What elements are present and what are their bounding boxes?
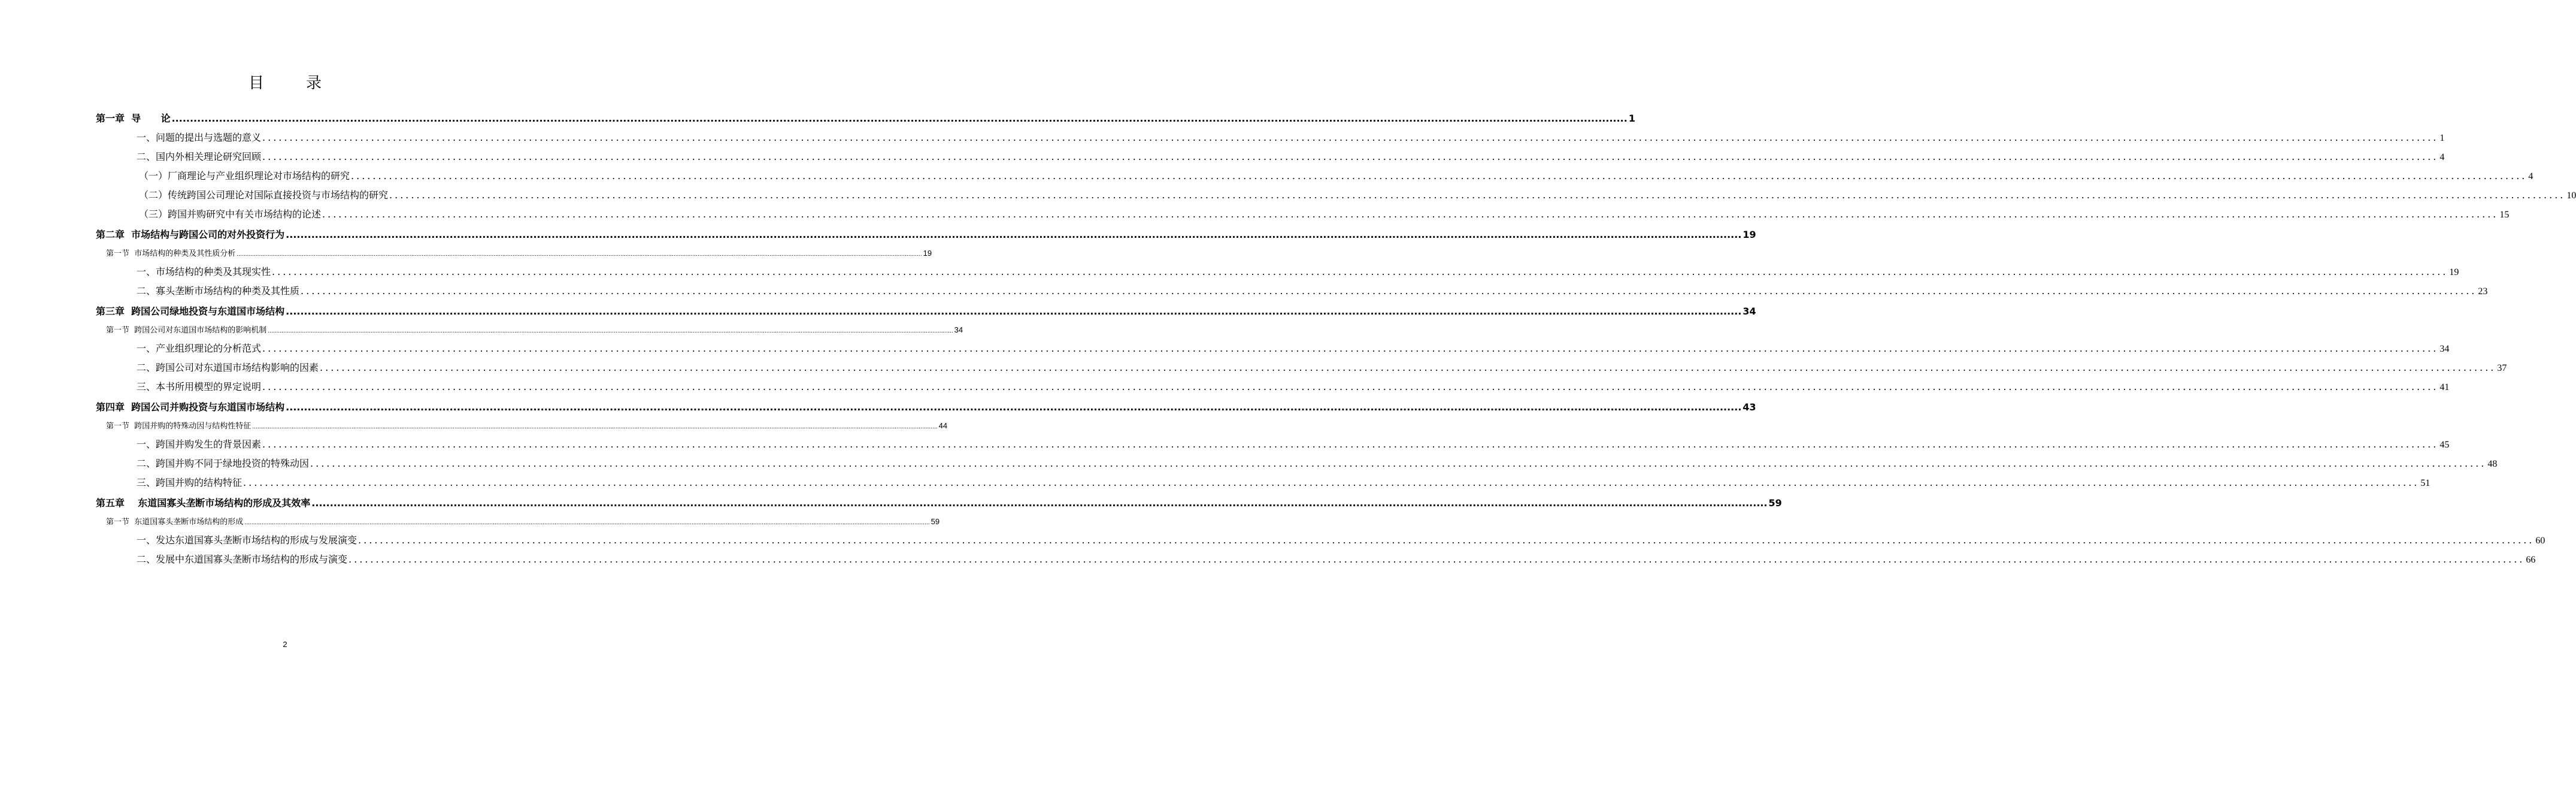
toc-title-char-2: 录 (306, 74, 322, 92)
toc-entry-label: 第一章 导 论 (96, 113, 171, 124)
toc-item-row[interactable] (96, 377, 2450, 397)
toc-entry-page-number: 43 (1742, 401, 1756, 413)
toc-subitem-row[interactable] (96, 205, 2510, 224)
dot-leader: ................................................................................................................................................................................................................................................................................................................................................................................................................ (262, 132, 2439, 143)
toc-title-char-1: 目 (248, 74, 264, 92)
toc-entry-page-number: 1 (2439, 133, 2445, 143)
toc-entry-page-number: 1 (1628, 113, 1635, 124)
toc-item-row[interactable] (96, 550, 2536, 569)
toc-entry-page-number: 51 (2420, 478, 2430, 488)
dot-leader: ................................................................................................................................................................................................................................................................................................................................................................................................................ (286, 306, 1742, 317)
dot-leader: ................................................................................................................................................................................................................................................................................................................................................................................................................ (310, 458, 2487, 469)
dot-leader: ................................................................................................................................................................................................................................................................................................................................................................................................................ (262, 343, 2439, 354)
dot-leader: ................................................................................................................................................................................................................................................................................................................................................................................................................ (272, 266, 2448, 277)
toc-item-row[interactable] (96, 339, 2450, 358)
toc-item-row[interactable] (96, 128, 2445, 147)
toc-entry-label: 第一节 跨国公司对东道国市场结构的影响机制 (106, 326, 267, 335)
dot-leader: ................................................................................................................................................................................................................................................................................................................................................................................................................ (171, 113, 1628, 124)
toc-entry-page-number: 19 (2449, 267, 2459, 277)
toc-entry-page-number: 10 (2566, 191, 2576, 201)
toc-entry-page-number: 23 (2478, 286, 2488, 297)
toc-section-row[interactable] (96, 321, 963, 339)
dot-leader: ................................................................................................................................................................................................................................................................................................................................................................................................................ (262, 439, 2439, 450)
dot-leader: ................................................................................................................................................................................................................................................................................................................................................................................................................ (351, 170, 2527, 182)
toc-entry-page-number: 19 (923, 249, 932, 258)
dot-leader: ................................................................................................................................................................................................................................................................................................................................................................................................................ (237, 252, 922, 258)
dot-leader: ................................................................................................................................................................................................................................................................................................................................................................................................................ (389, 189, 2566, 201)
table-of-contents (96, 108, 2576, 569)
toc-item-row[interactable] (96, 147, 2445, 167)
toc-item-row[interactable] (96, 454, 2498, 473)
toc-subitem-row[interactable] (96, 186, 2576, 205)
toc-entry-label: 一、跨国并购发生的背景因素 (137, 439, 262, 450)
dot-leader: ................................................................................................................................................................................................................................................................................................................................................................................................................ (286, 229, 1742, 240)
toc-title (0, 71, 570, 93)
dot-leader: ................................................................................................................................................................................................................................................................................................................................................................................................................ (252, 424, 938, 430)
toc-entry-page-number: 34 (2439, 344, 2450, 354)
dot-leader: ................................................................................................................................................................................................................................................................................................................................................................................................................ (262, 381, 2439, 392)
toc-item-row[interactable] (96, 435, 2450, 454)
toc-entry-page-number: 34 (954, 325, 963, 334)
toc-item-row[interactable] (96, 358, 2507, 377)
toc-item-row[interactable] (96, 531, 2545, 550)
page-number: 2 (283, 640, 287, 649)
toc-entry-label: 第三章 跨国公司绿地投资与东道国市场结构 (96, 306, 285, 317)
toc-entry-label: 二、发展中东道国寡头垄断市场结构的形成与演变 (137, 554, 348, 565)
toc-entry-label: 第五章 东道国寡头垄断市场结构的形成及其效率 (96, 497, 311, 509)
toc-entry-page-number: 15 (2499, 210, 2510, 220)
toc-chapter-row[interactable] (96, 302, 1756, 321)
toc-entry-label: 二、寡头垄断市场结构的种类及其性质 (137, 285, 300, 297)
toc-entry-page-number: 34 (1742, 306, 1756, 317)
toc-entry-label: 第一节 东道国寡头垄断市场结构的形成 (106, 518, 244, 527)
toc-entry-page-number: 4 (2528, 171, 2533, 182)
toc-entry-label: 二、跨国并购不同于绿地投资的特殊动因 (137, 458, 310, 469)
toc-item-row[interactable] (96, 262, 2459, 282)
dot-leader: ................................................................................................................................................................................................................................................................................................................................................................................................................ (358, 534, 2535, 546)
toc-entry-label: 一、发达东道国寡头垄断市场结构的形成与发展演变 (137, 534, 357, 546)
toc-entry-page-number: 37 (2497, 363, 2507, 373)
dot-leader: ................................................................................................................................................................................................................................................................................................................................................................................................................ (301, 285, 2477, 297)
toc-entry-page-number: 48 (2487, 459, 2498, 469)
toc-entry-label: 一、问题的提出与选题的意义 (137, 132, 262, 143)
toc-entry-label: 三、本书所用模型的界定说明 (137, 381, 262, 392)
toc-entry-page-number: 59 (931, 517, 940, 526)
toc-entry-page-number: 66 (2526, 555, 2536, 565)
toc-chapter-row[interactable] (96, 225, 1756, 244)
toc-section-row[interactable] (96, 513, 940, 531)
toc-entry-label: 第二章 市场结构与跨国公司的对外投资行为 (96, 229, 285, 240)
toc-item-row[interactable] (96, 473, 2430, 492)
toc-entry-page-number: 44 (938, 421, 948, 430)
toc-entry-page-number: 45 (2439, 440, 2450, 450)
toc-item-row[interactable] (96, 282, 2488, 301)
dot-leader: ................................................................................................................................................................................................................................................................................................................................................................................................................ (244, 520, 930, 526)
dot-leader: ................................................................................................................................................................................................................................................................................................................................................................................................................ (311, 497, 1768, 509)
toc-entry-page-number: 59 (1768, 497, 1782, 509)
dot-leader: ................................................................................................................................................................................................................................................................................................................................................................................................................ (262, 151, 2439, 162)
toc-entry-label: 一、产业组织理论的分析范式 (137, 343, 262, 354)
toc-entry-label: （二）传统跨国公司理论对国际直接投资与市场结构的研究 (139, 189, 389, 201)
toc-entry-page-number: 4 (2439, 152, 2445, 162)
toc-entry-page-number: 60 (2535, 536, 2545, 546)
toc-entry-label: （一）厂商理论与产业组织理论对市场结构的研究 (139, 170, 350, 182)
toc-chapter-row[interactable] (96, 494, 1782, 513)
toc-entry-label: 第一节 跨国并购的特殊动因与结构性特征 (106, 422, 251, 431)
dot-leader: ................................................................................................................................................................................................................................................................................................................................................................................................................ (268, 328, 953, 334)
toc-chapter-row[interactable] (96, 109, 1635, 128)
toc-section-row[interactable] (96, 417, 948, 435)
toc-entry-label: 二、国内外相关理论研究回顾 (137, 151, 262, 162)
toc-entry-label: 三、跨国并购的结构特征 (137, 477, 243, 488)
toc-entry-label: 第四章 跨国公司并购投资与东道国市场结构 (96, 401, 285, 413)
dot-leader: ................................................................................................................................................................................................................................................................................................................................................................................................................ (243, 477, 2420, 488)
dot-leader: ................................................................................................................................................................................................................................................................................................................................................................................................................ (348, 554, 2525, 565)
toc-entry-label: （三）跨国并购研究中有关市场结构的论述 (139, 208, 322, 220)
toc-entry-page-number: 19 (1742, 229, 1756, 240)
dot-leader: ................................................................................................................................................................................................................................................................................................................................................................................................................ (320, 362, 2496, 373)
toc-chapter-row[interactable] (96, 398, 1756, 417)
dot-leader: ................................................................................................................................................................................................................................................................................................................................................................................................................ (322, 208, 2499, 220)
dot-leader: ................................................................................................................................................................................................................................................................................................................................................................................................................ (286, 401, 1742, 413)
toc-entry-label: 一、市场结构的种类及其现实性 (137, 266, 271, 277)
toc-subitem-row[interactable] (96, 167, 2533, 186)
toc-entry-label: 二、跨国公司对东道国市场结构影响的因素 (137, 362, 319, 373)
toc-entry-page-number: 41 (2439, 382, 2450, 392)
toc-section-row[interactable] (96, 244, 932, 262)
toc-entry-label: 第一节 市场结构的种类及其性质分析 (106, 249, 236, 258)
